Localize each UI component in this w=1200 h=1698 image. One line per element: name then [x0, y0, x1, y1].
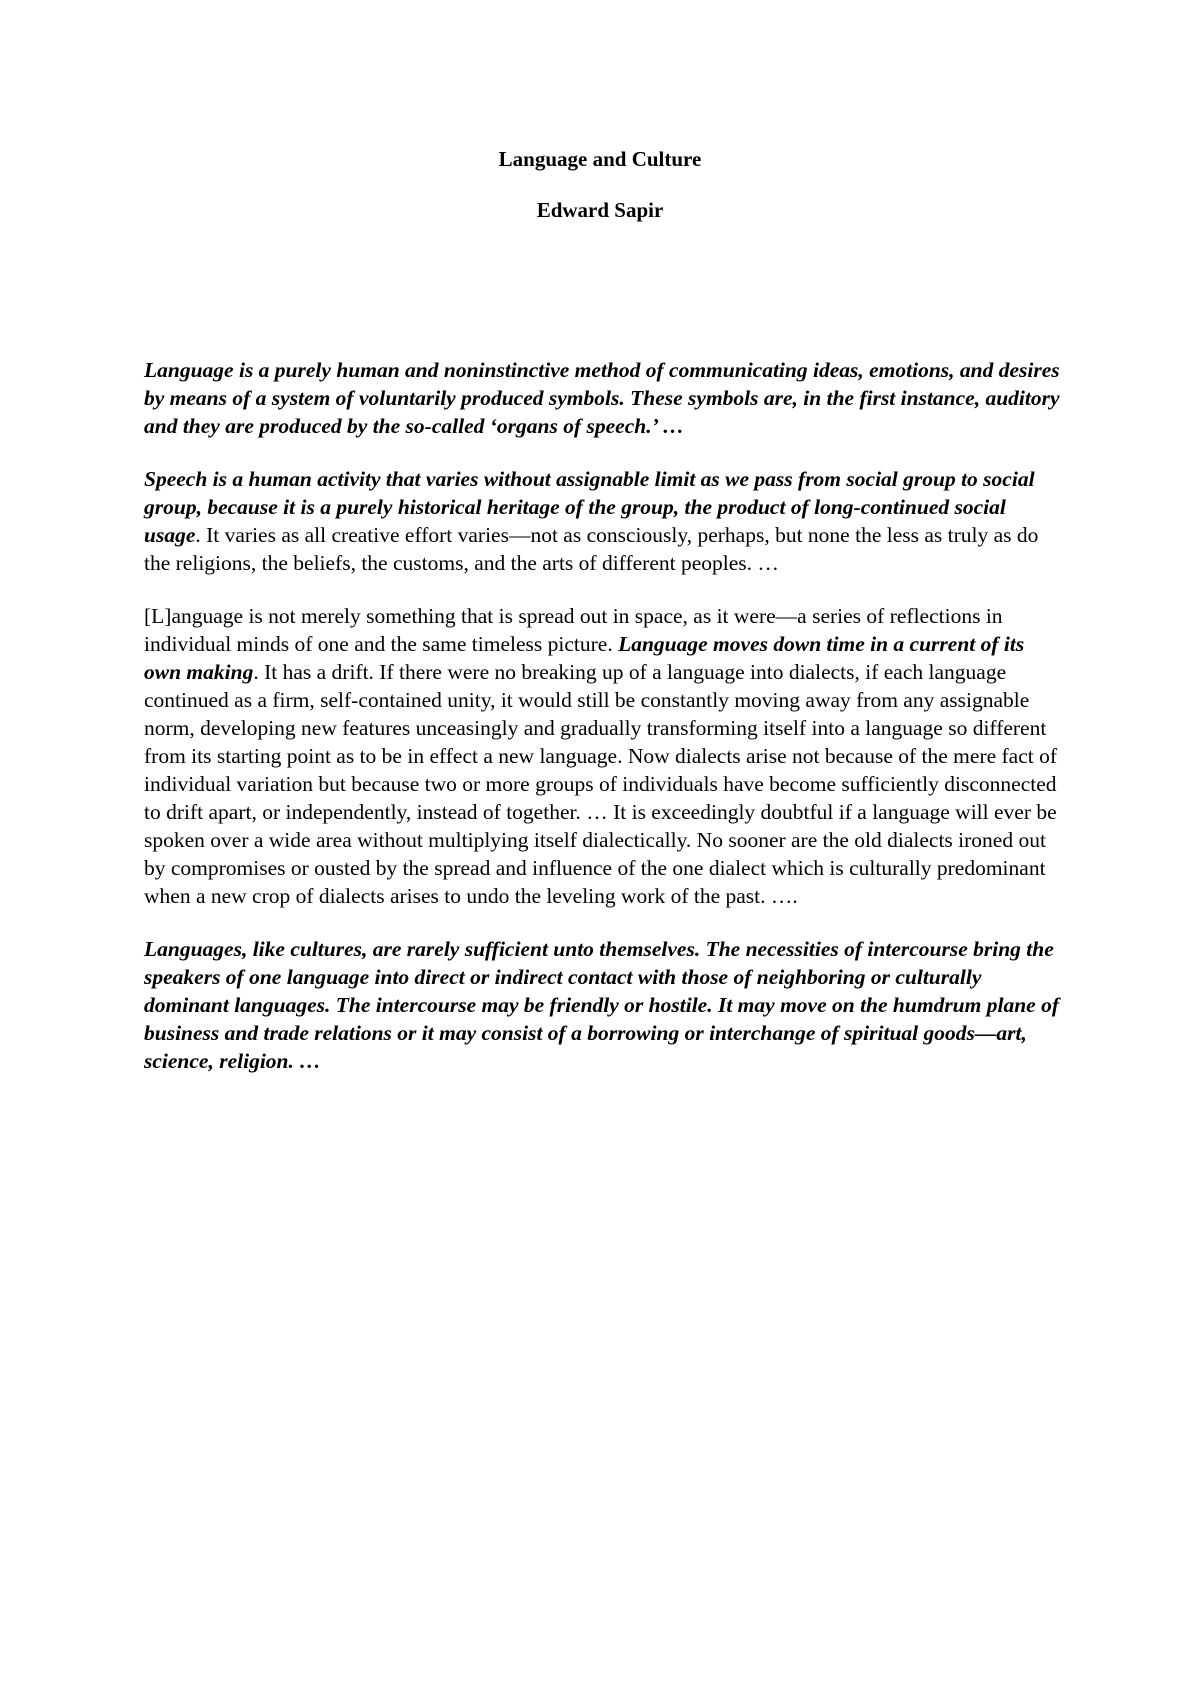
document-author: Edward Sapir [536, 198, 664, 222]
paragraph-3-bold-italic: Language moves down time in a current of its own making [144, 632, 1025, 684]
paragraph-4-bold-italic: Languages, like cultures, are rarely sufficient unto themselves. The necessities of intercourse bring the speakers of one language into direct or indirect contact with those of neighboring or culturally dominant languages. The intercourse may be friendly or hostile. It may move on the humdrum plane of business and trade relations or it may consist of a borrowing or interchange of spiritual goods—art, science, religion. … [144, 937, 1059, 1073]
paragraph-2-text: . It varies as all creative effort varies—not as consciously, perhaps, but none the less as truly as do the religions, the beliefs, the customs, and the arts of different peoples. … [144, 523, 1039, 575]
paragraph-3 [144, 602, 1064, 910]
paragraph-2 [144, 465, 1064, 577]
paragraph-3-text-after: . It has a drift. If there were no breaking up of a language into dialects, if each language continued as a firm, self-contained unity, it would still be constantly moving away from any assignable norm, developing new features unceasingly and gradually transforming itself into a language so different from its starting point as to be in effect a new language. Now dialects arise not because of the mere fact of individual variation but because two or more groups of individuals have become sufficiently disconnected to drift apart, or independently, instead of together. … It is exceedingly doubtful if a language will ever be spoken over a wide area without multiplying itself dialectically. No sooner are the old dialects ironed out by compromises or ousted by the spread and influence of the one dialect which is culturally predominant when a new crop of dialects arises to undo the leveling work of the past. …. [144, 660, 1058, 908]
document-title: Language and Culture [498, 147, 702, 171]
document-body [144, 356, 1064, 1100]
paragraph-4 [144, 935, 1064, 1075]
paragraph-1-bold-italic: Language is a purely human and noninstinctive method of communicating ideas, emotions, and desires by means of a system of voluntarily produced symbols. These symbols are, in the first instance, auditory and they are produced by the so-called ‘organs of speech.’ … [144, 358, 1060, 438]
paragraph-3-text-before: [L]anguage is not merely something that is spread out in space, as it were—a series of reflections in individual minds of one and the same timeless picture. [144, 604, 1003, 656]
paragraph-1 [144, 356, 1064, 440]
paragraph-2-bold-italic: Speech is a human activity that varies without assignable limit as we pass from social group to social group, because it is a purely historical heritage of the group, the product of long-continued social usage [144, 467, 1035, 547]
